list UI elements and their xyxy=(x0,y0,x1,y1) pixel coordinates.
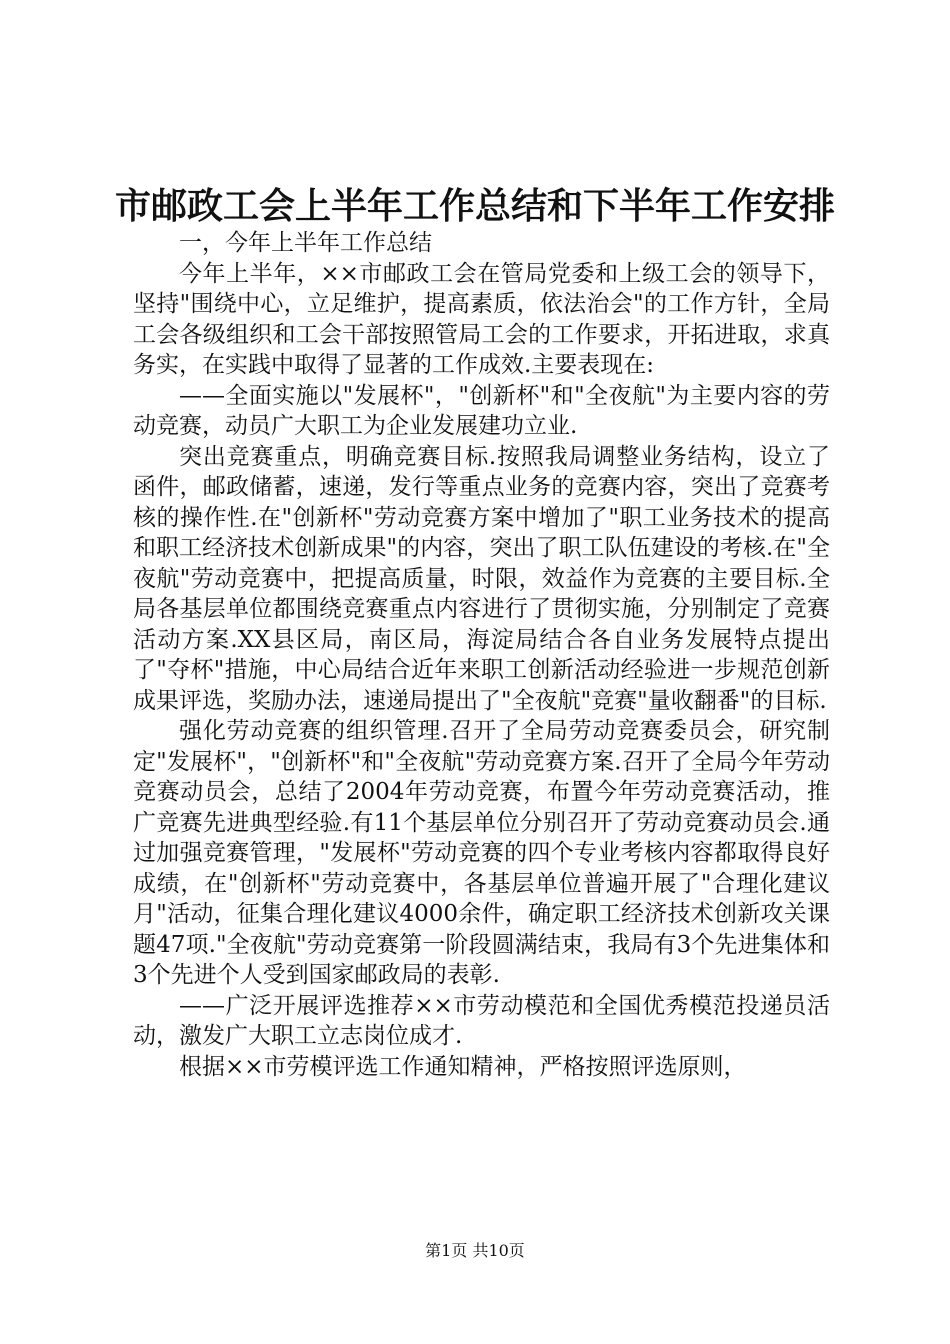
document-title: 市邮政工会上半年工作总结和下半年工作安排 xyxy=(114,185,835,227)
body-paragraph: ——全面实施以"发展杯"，"创新杯"和"全夜航"为主要内容的劳动竞赛，动员广大职工为企业发展建功立业. xyxy=(133,382,830,439)
section-heading: 一，今年上半年工作总结 xyxy=(179,230,432,256)
body-paragraph: ——广泛开展评选推荐××市劳动模范和全国优秀模范投递员活动，激发广大职工立志岗位成才. xyxy=(133,992,830,1049)
document-body xyxy=(133,228,830,1082)
body-paragraph: 突出竞赛重点，明确竞赛目标.按照我局调整业务结构，设立了函件，邮政储蓄，速递，发行等重点业务的竞赛内容，突出了竞赛考核的操作性.在"创新杯"劳动竞赛方案中增加了"职工业务技术的提高和职工经济技术创新成果"的内容，突出了职工队伍建设的考核.在"全夜航"劳动竞赛中，把提高质量，时限，效益作为竞赛的主要目标.全局各基层单位都围绕竞赛重点内容进行了贯彻实施，分别制定了竞赛活动方案.XX县区局，南区局，海淀局结合各自业务发展特点提出了"夺杯"措施，中心局结合近年来职工创新活动经验进一步规范创新成果评选，奖励办法，速递局提出了"全夜航"竞赛"量收翻番"的目标. xyxy=(133,443,830,714)
page-number: 第1页 共10页 xyxy=(425,1241,525,1260)
body-paragraph: 今年上半年，××市邮政工会在管局党委和上级工会的领导下，坚持"围绕中心，立足维护，提高素质，依法治会"的工作方针，全局工会各级组织和工会干部按照管局工会的工作要求，开拓进取，求真务实，在实践中取得了显著的工作成效.主要表现在: xyxy=(133,260,830,378)
body-paragraph: 根据××市劳模评选工作通知精神，严格按照评选原则， xyxy=(179,1053,747,1080)
body-paragraph: 强化劳动竞赛的组织管理.召开了全局劳动竞赛委员会，研究制定"发展杯"，"创新杯"和"全夜航"劳动竞赛方案.召开了全局今年劳动竞赛动员会，总结了2004年劳动竞赛，布置今年劳动竞赛活动，推广竞赛先进典型经验.有11个基层单位分别召开了劳动竞赛动员会.通过加强竞赛管理，"发展杯"劳动竞赛的四个专业考核内容都取得良好成绩，在"创新杯"劳动竞赛中，各基层单位普遍开展了"合理化建议月"活动，征集合理化建议4000余件，确定职工经济技术创新攻关课题47项."全夜航"劳动竞赛第一阶段圆满结束，我局有3个先进集体和3个先进个人受到国家邮政局的表彰. xyxy=(133,718,830,988)
